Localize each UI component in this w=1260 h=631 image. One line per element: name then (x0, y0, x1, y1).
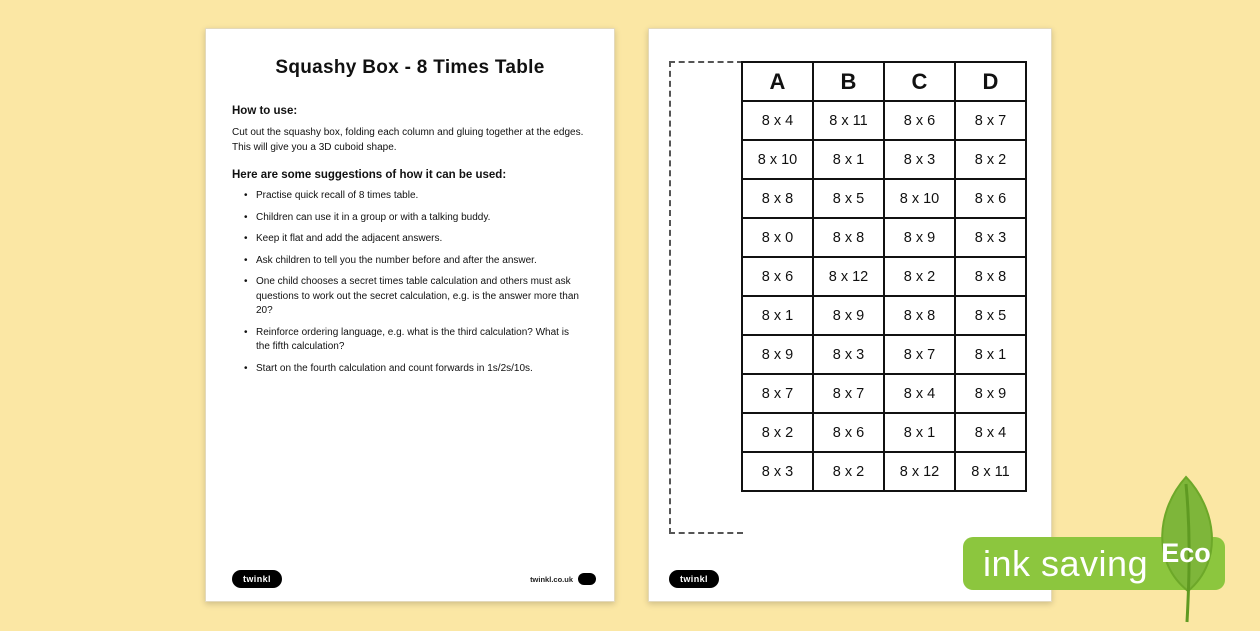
table-cell: 8 x 11 (813, 101, 884, 140)
table-cell: 8 x 6 (742, 257, 813, 296)
table-cell: 8 x 3 (813, 335, 884, 374)
table-cell: 8 x 6 (884, 101, 955, 140)
how-to-use-heading: How to use: (232, 105, 298, 117)
table-cell: 8 x 12 (884, 452, 955, 491)
column-header: D (955, 62, 1026, 101)
table-cell: 8 x 5 (813, 179, 884, 218)
table-cell: 8 x 7 (884, 335, 955, 374)
table-cell: 8 x 4 (955, 413, 1026, 452)
table-cell: 8 x 8 (813, 218, 884, 257)
table-row (742, 452, 1026, 491)
table-cell: 8 x 2 (884, 257, 955, 296)
table-cell: 8 x 9 (813, 296, 884, 335)
instructions-page (205, 28, 615, 602)
table-cell: 8 x 4 (884, 374, 955, 413)
table-cell: 8 x 8 (742, 179, 813, 218)
table-cell: 8 x 2 (955, 140, 1026, 179)
table-cell: 8 x 8 (955, 257, 1026, 296)
table-row (742, 296, 1026, 335)
table-cell: 8 x 9 (955, 374, 1026, 413)
ink-saving-label: ink saving (983, 542, 1149, 584)
twinkl-mini-logo-icon (578, 573, 596, 585)
table-cell: 8 x 1 (884, 413, 955, 452)
suggestions-list (244, 189, 588, 376)
table-cell: 8 x 10 (742, 140, 813, 179)
table-cell: 8 x 1 (955, 335, 1026, 374)
eco-leaf-icon (1144, 474, 1228, 626)
suggestion-item: • Keep it flat and add the adjacent answers. (244, 232, 584, 247)
table-cell: 8 x 6 (955, 179, 1026, 218)
fold-flap (669, 61, 743, 534)
table-cell: 8 x 10 (884, 179, 955, 218)
suggestion-item: • Ask children to tell you the number before and after the answer. (244, 254, 584, 269)
suggestion-item: • Children can use it in a group or with a talking buddy. (244, 211, 584, 226)
table-row (742, 140, 1026, 179)
eco-label: Eco (1161, 538, 1211, 568)
table-cell: 8 x 4 (742, 101, 813, 140)
table-cell: 8 x 9 (884, 218, 955, 257)
table-row (742, 101, 1026, 140)
table-cell: 8 x 2 (742, 413, 813, 452)
leaf-graphic (1144, 474, 1228, 626)
how-to-use-text: Cut out the squashy box, folding each column and gluing together at the edges. This will give you a 3D cuboid shape. (232, 127, 584, 153)
table-row (742, 257, 1026, 296)
table-cell: 8 x 3 (955, 218, 1026, 257)
suggestion-item: • Practise quick recall of 8 times table. (244, 189, 584, 204)
suggestion-item: • Reinforce ordering language, e.g. what is the third calculation? What is the fifth calculation? (244, 326, 584, 355)
table-cell: 8 x 1 (813, 140, 884, 179)
table-cell: 8 x 11 (955, 452, 1026, 491)
table-cell: 8 x 12 (813, 257, 884, 296)
column-header: C (884, 62, 955, 101)
table-cell: 8 x 7 (742, 374, 813, 413)
table-cell: 8 x 6 (813, 413, 884, 452)
table-row (742, 335, 1026, 374)
table-cell: 8 x 0 (742, 218, 813, 257)
twinkl-logo: twinkl (232, 570, 282, 588)
column-header: B (813, 62, 884, 101)
table-cell: 8 x 1 (742, 296, 813, 335)
header-row (742, 62, 1026, 101)
table-cell: 8 x 9 (742, 335, 813, 374)
table-row (742, 179, 1026, 218)
suggestion-item: • Start on the fourth calculation and count forwards in 1s/2s/10s. (244, 362, 584, 377)
table-cell: 8 x 7 (813, 374, 884, 413)
times-table (741, 61, 1027, 492)
page-title: Squashy Box - 8 Times Table (275, 57, 545, 78)
suggestion-item: • One child chooses a secret times table calculation and others must ask questions to work out the secret calculation, e.g. is the answer more than 20? (244, 275, 584, 319)
table-row (742, 374, 1026, 413)
instructions-content (206, 29, 614, 601)
twinkl-logo: twinkl (669, 570, 719, 588)
page-footer (232, 570, 596, 588)
table-cell: 8 x 7 (955, 101, 1026, 140)
table-row (742, 413, 1026, 452)
table-cell: 8 x 8 (884, 296, 955, 335)
footer-branding (530, 573, 596, 585)
table-cell: 8 x 3 (742, 452, 813, 491)
column-header: A (742, 62, 813, 101)
table-cell: 8 x 2 (813, 452, 884, 491)
table-cell: 8 x 3 (884, 140, 955, 179)
table-row (742, 218, 1026, 257)
suggestions-heading: Here are some suggestions of how it can be used: (232, 169, 507, 181)
squashy-box-page (648, 28, 1052, 602)
twinkl-url: twinkl.co.uk (530, 574, 573, 584)
table-cell: 8 x 5 (955, 296, 1026, 335)
